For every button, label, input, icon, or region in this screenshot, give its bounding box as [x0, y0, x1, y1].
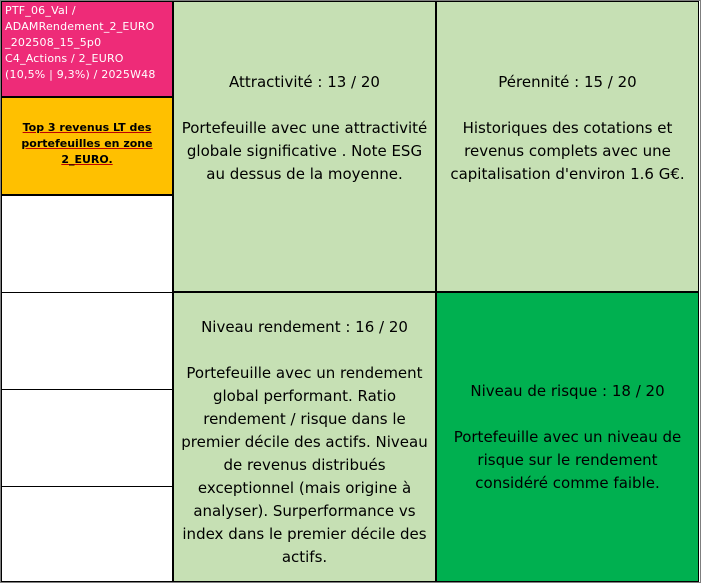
rendement-body: Portefeuille avec un rendement global performant. Ratio rendement / risque dans le premier décile des actifs. Niveau de revenus distribués exceptionnel (mais origine à analyser). Surperformance vs index dans le premier décile des actifs. — [181, 363, 428, 566]
portfolio-header-cell — [1, 1, 173, 97]
portfolio-header-line: ADAMRendement_2_EURO — [5, 20, 155, 33]
empty-cell — [1, 195, 173, 293]
perennite-card — [436, 1, 699, 292]
top3-cell — [1, 97, 173, 195]
empty-cell — [1, 292, 173, 390]
top3-label — [21, 120, 152, 194]
attractivite-card — [173, 1, 436, 292]
portfolio-header-line: _202508_15_5p0 — [5, 36, 102, 49]
risque-body: Portefeuille avec un niveau de risque sur le rendement considéré comme faible. — [453, 427, 682, 492]
top3-line: 2_EURO. — [61, 153, 113, 166]
rendement-card — [173, 292, 436, 582]
risque-card — [436, 292, 699, 582]
portfolio-header-line: PTF_06_Val / — [5, 4, 76, 17]
rendement-title: Niveau rendement : 16 / 20 — [201, 317, 408, 336]
portfolio-header-line: (10,5% | 9,3%) / 2025W48 — [5, 68, 156, 81]
top3-line: Top 3 revenus LT des — [22, 121, 152, 134]
portfolio-header-line: C4_Actions / 2_EURO — [5, 52, 124, 65]
attractivite-title: Attractivité : 13 / 20 — [229, 73, 380, 91]
top3-line: portefeuilles en zone — [21, 137, 153, 150]
perennite-body: Historiques des cotations et revenus complets avec une capitalisation d'environ 1.6 G€. — [450, 119, 685, 183]
empty-cell — [1, 389, 173, 487]
risque-title: Niveau de risque : 18 / 20 — [470, 381, 665, 400]
perennite-title: Pérennité : 15 / 20 — [498, 73, 637, 91]
empty-cell — [1, 486, 173, 582]
attractivite-body: Portefeuille avec une attractivité globale significative . Note ESG au dessus de la moyenne. — [181, 119, 428, 183]
